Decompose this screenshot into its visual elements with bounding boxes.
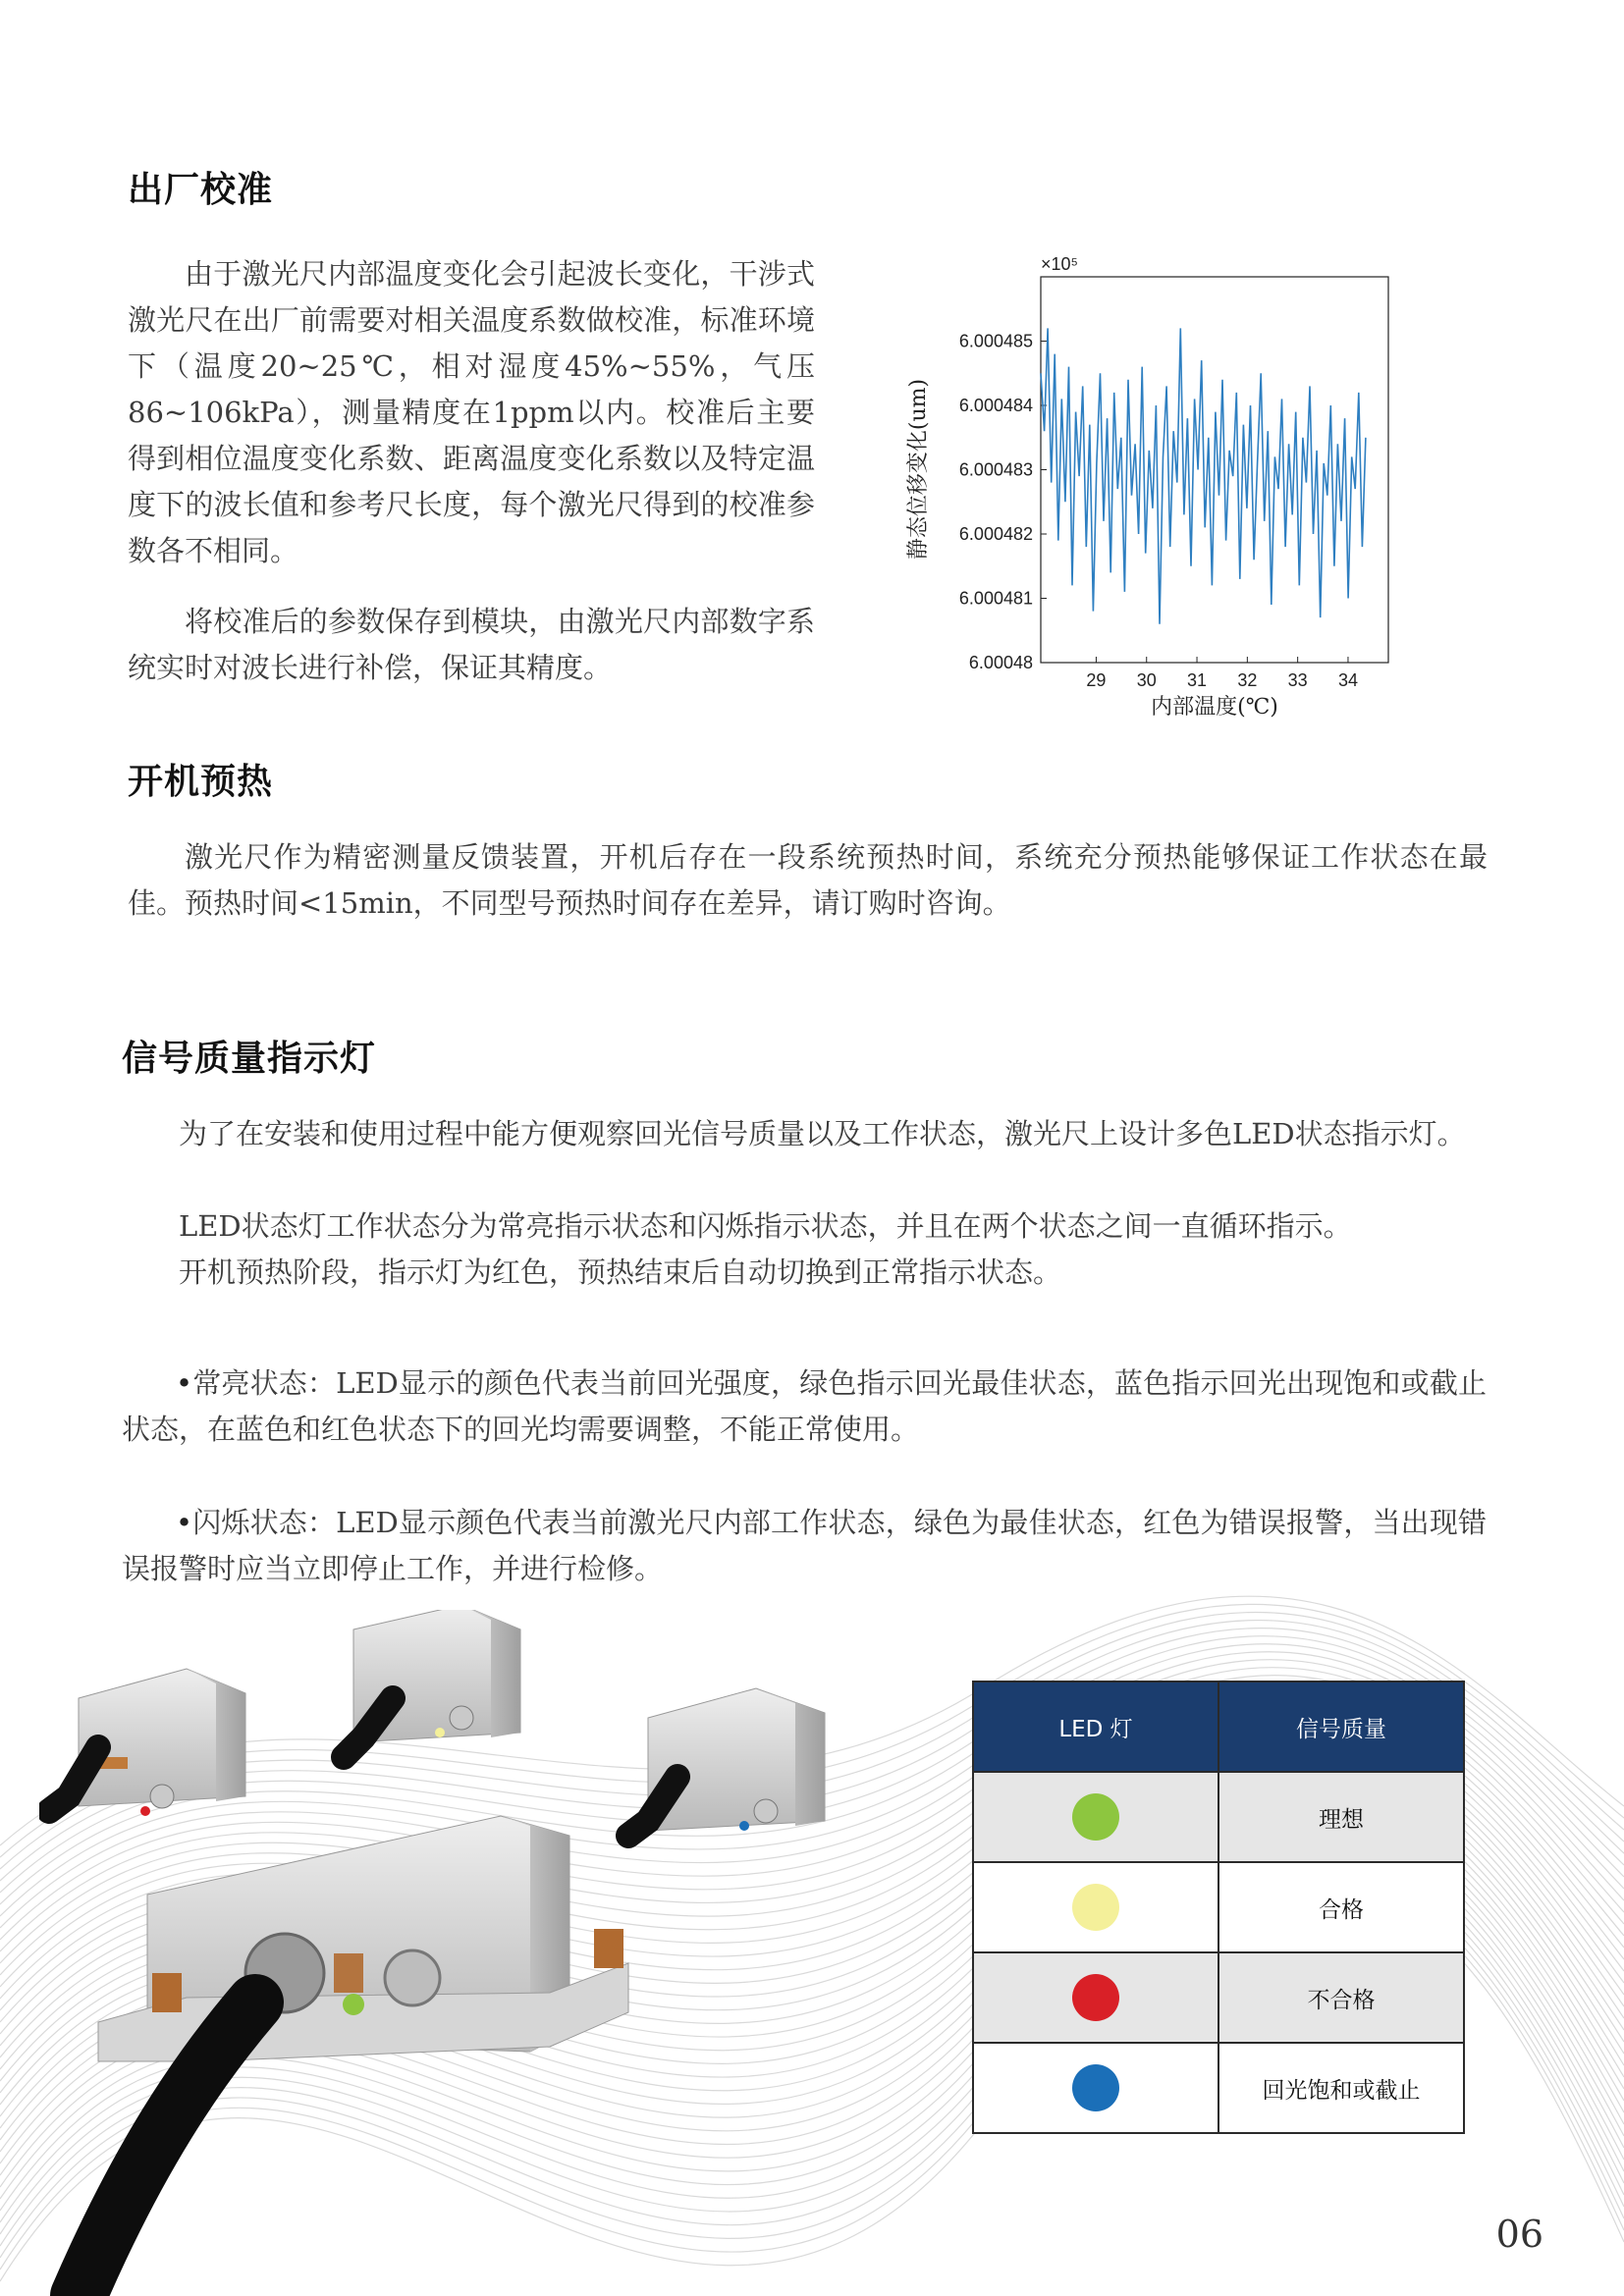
chart-y-tick-label: 6.000484 <box>958 396 1033 415</box>
chart-x-tick-label: 29 <box>1086 670 1107 690</box>
indicator-paragraph-1: 为了在安装和使用过程中能方便观察回光信号质量以及工作状态，激光尺上设计多色LED状态指示灯。 <box>179 1117 1466 1150</box>
bullet-mark: • <box>176 1366 193 1400</box>
bullet-mark: • <box>176 1506 193 1539</box>
section-title-warmup: 开机预热 <box>128 762 274 802</box>
calibration-paragraph-2: 将校准后的参数保存到模块，由激光尺内部数字系统实时对波长进行补偿，保证其精度。 <box>128 605 815 684</box>
indicator-paragraph-2: LED状态灯工作状态分为常亮指示状态和闪烁指示状态，并且在两个状态之间一直循环指示。 <box>179 1209 1352 1243</box>
chart-y-tick-label: 6.000485 <box>958 331 1033 351</box>
module-yellow <box>344 1610 520 1757</box>
led-status-table <box>972 1681 1465 2134</box>
chart-y-axis-label: 静态位移变化(um) <box>906 378 931 561</box>
chart-x-axis-label: 内部温度(℃) <box>1151 695 1278 720</box>
chart-y-tick-label: 6.00048 <box>968 653 1033 672</box>
led-quality-cell: 回光饱和或截止 <box>1218 2043 1464 2133</box>
calibration-paragraph-1: 由于激光尺内部温度变化会引起波长变化，干涉式激光尺在出厂前需要对相关温度系数做校准，标准环境下（温度20~25℃，相对湿度45%~55%，气压86~106kPa），测量精度在1ppm以内。校准后主要得到相位温度变化系数、距离温度变化系数以及特定温度下的波长值和参考尺长度，每个激光尺得到的校准参数各不相同。 <box>128 257 815 567</box>
chart-y-tick-label: 6.000481 <box>958 588 1033 609</box>
bullet-flashing-text: 闪烁状态：LED显示颜色代表当前激光尺内部工作状态，绿色为最佳状态，红色为错误报警，当出现错误报警时应当立即停止工作，并进行检修。 <box>122 1506 1487 1585</box>
led-quality-cell: 理想 <box>1218 1772 1464 1862</box>
led-quality-cell: 合格 <box>1218 1862 1464 1952</box>
bullet-steady-text: 常亮状态：LED显示的颜色代表当前回光强度，绿色指示回光最佳状态，蓝色指示回光出现饱和或截止状态，在蓝色和红色状态下的回光均需要调整，不能正常使用。 <box>122 1366 1487 1446</box>
led-color-cell <box>973 1772 1218 1862</box>
chart-x-tick-label: 33 <box>1287 670 1308 690</box>
chart-x-tick-label: 30 <box>1136 670 1157 690</box>
module-blue <box>628 1688 825 1836</box>
page-number: 06 <box>1495 2213 1543 2256</box>
chart-x-tick-label: 31 <box>1187 670 1208 690</box>
led-table-row <box>973 1952 1464 2043</box>
led-color-cell <box>973 2043 1218 2133</box>
led-green-dot <box>1072 1793 1119 1841</box>
laser-scale-product-image <box>39 1610 923 2296</box>
led-color-cell <box>973 1862 1218 1952</box>
led-quality-cell: 不合格 <box>1218 1952 1464 2043</box>
led-table-row <box>973 1862 1464 1952</box>
led-table-row <box>973 1772 1464 1862</box>
temperature-chart <box>889 240 1537 721</box>
led-yellow-dot <box>1072 1884 1119 1931</box>
chart-y-tick-label: 6.000483 <box>958 459 1033 480</box>
chart-y-exponent: ×10⁵ <box>1041 254 1078 274</box>
bullet-steady-state <box>122 1361 1487 1453</box>
bullet-flashing-state <box>122 1500 1487 1592</box>
module-red <box>49 1669 245 1816</box>
chart-y-tick-label: 6.000482 <box>958 524 1033 544</box>
chart-x-tick-label: 32 <box>1237 670 1258 690</box>
led-blue-dot <box>1072 2064 1119 2111</box>
warmup-paragraph: 激光尺作为精密测量反馈装置，开机后存在一段系统预热时间，系统充分预热能够保证工作状态在最佳。预热时间<15min，不同型号预热时间存在差异，请订购时咨询。 <box>128 840 1488 920</box>
section-title-indicator: 信号质量指示灯 <box>122 1039 377 1079</box>
led-red-dot <box>1072 1974 1119 2021</box>
chart-svg <box>889 240 1537 721</box>
section-title-calibration: 出厂校准 <box>128 170 274 210</box>
indicator-paragraph-3: 开机预热阶段，指示灯为红色，预热结束后自动切换到正常指示状态。 <box>179 1255 1062 1289</box>
module-green <box>79 1816 628 2296</box>
led-table-header-quality: 信号质量 <box>1218 1682 1464 1772</box>
led-table-header-row <box>973 1682 1464 1772</box>
led-table-row <box>973 2043 1464 2133</box>
led-table-header-led: LED 灯 <box>973 1682 1218 1772</box>
chart-x-tick-label: 34 <box>1337 670 1358 690</box>
led-color-cell <box>973 1952 1218 2043</box>
